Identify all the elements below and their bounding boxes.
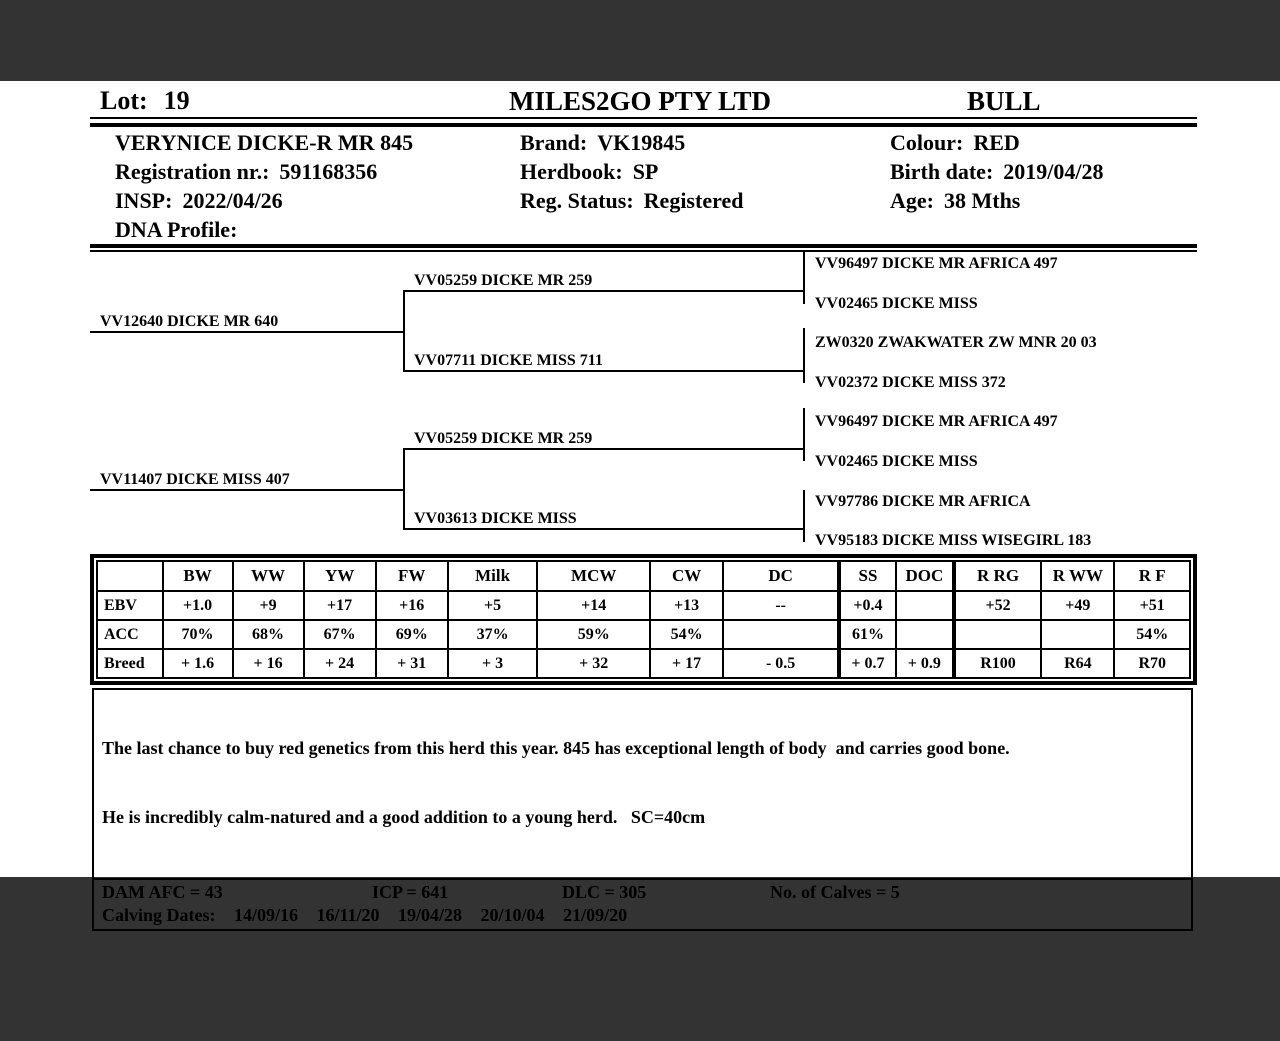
ebv-row-label: ACC <box>97 620 163 649</box>
info-divider-rule <box>90 244 1197 252</box>
dam-afc-stat: DAM AFC = 43 <box>102 882 223 902</box>
ebv-table-frame <box>90 554 1197 685</box>
ebv-cell: +14 <box>537 591 650 620</box>
remarks-text <box>94 690 1191 880</box>
ebv-cell: + 1.6 <box>163 649 233 678</box>
company-title: MILES2GO PTY LTD <box>508 86 772 116</box>
ebv-col-header: FW <box>376 561 448 591</box>
calving-date: 14/09/16 <box>234 905 299 925</box>
age-label: Age: <box>890 188 934 213</box>
pedigree-bracket <box>403 448 405 530</box>
ebv-col-header: R F <box>1114 561 1190 591</box>
reg-status-row <box>520 186 743 215</box>
pedigree-gen3-node: VV96497 DICKE MR AFRICA 497 <box>815 255 1058 272</box>
ebv-cell <box>954 620 1041 649</box>
calving-date: 19/04/28 <box>398 905 463 925</box>
pedigree-gen2-node: VV03613 DICKE MISS <box>414 510 577 527</box>
ebv-col-header: MCW <box>537 561 650 591</box>
pedigree-sire: VV12640 DICKE MR 640 <box>100 313 279 330</box>
ebv-header-row <box>97 561 1190 591</box>
pedigree-line <box>90 489 405 491</box>
ebv-cell <box>1041 620 1114 649</box>
ebv-cell: + 17 <box>650 649 723 678</box>
ebv-cell: 68% <box>233 620 304 649</box>
age-value: 38 Mths <box>943 188 1021 213</box>
pedigree-gen2-node: VV05259 DICKE MR 259 <box>414 430 593 447</box>
ebv-cell: + 16 <box>233 649 304 678</box>
birth-date-value: 2019/04/28 <box>1003 159 1104 184</box>
ebv-cell: - 0.5 <box>723 649 839 678</box>
pedigree-gen3-node: VV96497 DICKE MR AFRICA 497 <box>815 413 1058 430</box>
reg-status-label: Reg. Status: <box>520 188 634 213</box>
lot-label: Lot: <box>100 86 148 115</box>
acc-value-row <box>97 620 1190 649</box>
ebv-col-header: YW <box>304 561 376 591</box>
ebv-cell <box>896 591 954 620</box>
remarks-line-2: He is incredibly calm-natured and a good addition to a young herd. SC=40cm <box>102 807 706 827</box>
lot-value: 19 <box>163 86 190 115</box>
ebv-cell: +9 <box>233 591 304 620</box>
ebv-table <box>96 560 1191 679</box>
ebv-cell: +0.4 <box>839 591 896 620</box>
animal-name: VERYNICE DICKE-R MR 845 <box>115 130 414 155</box>
calving-dates-row <box>102 904 627 927</box>
pedigree-bracket <box>803 328 805 383</box>
age-row <box>890 186 1104 215</box>
colour-row <box>890 128 1104 157</box>
ebv-cell: + 32 <box>537 649 650 678</box>
ebv-col-header: DC <box>723 561 839 591</box>
ebv-col-header: R RG <box>954 561 1041 591</box>
ebv-cell: + 3 <box>448 649 538 678</box>
herdbook-row <box>520 157 743 186</box>
lot-number <box>100 86 190 116</box>
ebv-cell: +13 <box>650 591 723 620</box>
brand-value: VK19845 <box>597 130 686 155</box>
reg-status-value: Registered <box>643 188 744 213</box>
birth-date-label: Birth date: <box>890 159 994 184</box>
ebv-cell: +49 <box>1041 591 1114 620</box>
ebv-cell: 61% <box>839 620 896 649</box>
ebv-cell: 54% <box>650 620 723 649</box>
ebv-cell: -- <box>723 591 839 620</box>
notes-box <box>92 688 1193 931</box>
pedigree-gen3-node: VV02465 DICKE MISS <box>815 295 978 312</box>
catalog-page <box>0 81 1280 925</box>
calving-date: 16/11/20 <box>316 905 380 925</box>
ebv-cell: +52 <box>954 591 1041 620</box>
calves-count-stat: No. of Calves = 5 <box>770 882 900 902</box>
dam-stats <box>94 880 1191 929</box>
ebv-cell: 59% <box>537 620 650 649</box>
pedigree-gen2-node: VV05259 DICKE MR 259 <box>414 272 593 289</box>
pedigree-line <box>403 528 805 530</box>
insp-row <box>115 186 413 215</box>
ebv-cell: R64 <box>1041 649 1114 678</box>
info-column-left <box>115 128 413 244</box>
animal-type-label: BULL <box>967 86 1041 116</box>
pedigree-gen3-node: VV97786 DICKE MR AFRICA <box>815 493 1031 510</box>
ebv-col-header: SS <box>839 561 896 591</box>
ebv-value-row <box>97 591 1190 620</box>
pedigree-dam: VV11407 DICKE MISS 407 <box>100 471 290 488</box>
pedigree-gen2-node: VV07711 DICKE MISS 711 <box>414 352 603 369</box>
ebv-cell: + 0.7 <box>839 649 896 678</box>
remarks-line-1: The last chance to buy red genetics from this herd this year. 845 has exceptional length of body and carries good bone. <box>102 738 1010 758</box>
insp-value: 2022/04/26 <box>182 188 283 213</box>
icp-stat: ICP = 641 <box>372 882 449 902</box>
calving-dates-label: Calving Dates: <box>102 905 216 925</box>
registration-value: 591168356 <box>279 159 378 184</box>
insp-label: INSP: <box>115 188 173 213</box>
herdbook-label: Herdbook: <box>520 159 623 184</box>
brand-label: Brand: <box>520 130 588 155</box>
ebv-cell: + 0.9 <box>896 649 954 678</box>
ebv-cell: 69% <box>376 620 448 649</box>
ebv-col-header: DOC <box>896 561 954 591</box>
ebv-cell <box>896 620 954 649</box>
info-column-middle <box>520 128 743 215</box>
ebv-cell: R100 <box>954 649 1041 678</box>
calving-date: 20/10/04 <box>480 905 545 925</box>
pedigree-bracket <box>803 252 805 304</box>
ebv-cell <box>723 620 839 649</box>
pedigree-line <box>403 290 805 292</box>
breed-value-row <box>97 649 1190 678</box>
ebv-cell: +1.0 <box>163 591 233 620</box>
ebv-col-header: R WW <box>1041 561 1114 591</box>
pedigree-line <box>403 370 805 372</box>
calving-date: 21/09/20 <box>563 905 628 925</box>
ebv-cell: +5 <box>448 591 538 620</box>
ebv-cell: +16 <box>376 591 448 620</box>
header-divider-rule <box>90 117 1197 127</box>
brand-row <box>520 128 743 157</box>
dna-profile-label: DNA Profile: <box>115 217 238 242</box>
ebv-row-label: EBV <box>97 591 163 620</box>
pedigree-gen3-node: VV02465 DICKE MISS <box>815 453 978 470</box>
registration-row <box>115 157 413 186</box>
ebv-col-header <box>97 561 163 591</box>
registration-label: Registration nr.: <box>115 159 270 184</box>
pedigree-bracket <box>403 290 405 372</box>
pedigree-bracket <box>803 408 805 461</box>
dlc-stat: DLC = 305 <box>562 882 647 902</box>
ebv-cell: R70 <box>1114 649 1190 678</box>
ebv-col-header: Milk <box>448 561 538 591</box>
ebv-cell: + 31 <box>376 649 448 678</box>
pedigree-bracket <box>803 490 805 542</box>
ebv-cell: + 24 <box>304 649 376 678</box>
info-column-right <box>890 128 1104 215</box>
dna-profile-row <box>115 215 413 244</box>
pedigree-line <box>403 448 805 450</box>
colour-value: RED <box>973 130 1020 155</box>
pedigree-gen3-node: ZW0320 ZWAKWATER ZW MNR 20 03 <box>815 334 1097 351</box>
pedigree-line <box>90 331 405 333</box>
ebv-cell: +17 <box>304 591 376 620</box>
ebv-cell: +51 <box>1114 591 1190 620</box>
ebv-col-header: CW <box>650 561 723 591</box>
ebv-col-header: BW <box>163 561 233 591</box>
ebv-cell: 70% <box>163 620 233 649</box>
ebv-row-label: Breed <box>97 649 163 678</box>
ebv-cell: 54% <box>1114 620 1190 649</box>
colour-label: Colour: <box>890 130 964 155</box>
pedigree-gen3-node: VV95183 DICKE MISS WISEGIRL 183 <box>815 532 1092 549</box>
birth-date-row <box>890 157 1104 186</box>
ebv-cell: 37% <box>448 620 538 649</box>
herdbook-value: SP <box>632 159 659 184</box>
pedigree-gen3-node: VV02372 DICKE MISS 372 <box>815 374 1006 391</box>
ebv-col-header: WW <box>233 561 304 591</box>
ebv-cell: 67% <box>304 620 376 649</box>
